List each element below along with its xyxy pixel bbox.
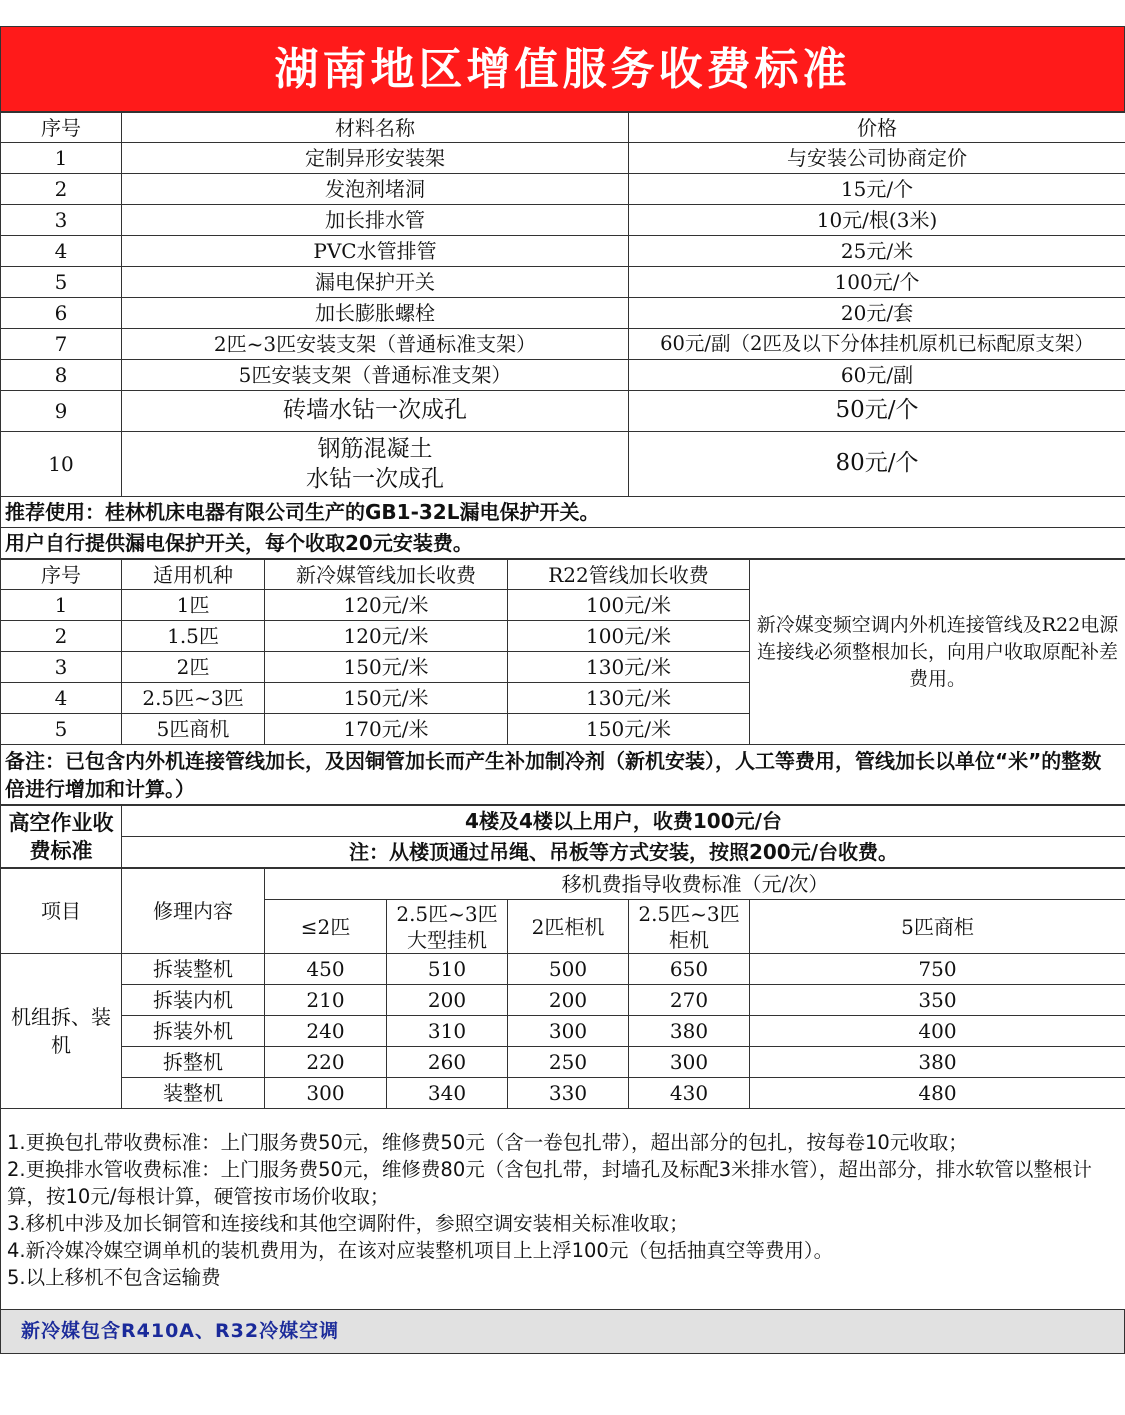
row-number: 1 xyxy=(1,590,122,621)
price-cell: 500 xyxy=(508,954,629,985)
r22-fee: 130元/米 xyxy=(508,683,750,714)
high-altitude-label: 高空作业收费标准 xyxy=(1,806,122,868)
new-refrigerant-fee: 120元/米 xyxy=(265,621,508,652)
table-row xyxy=(1,205,1125,236)
high-altitude-fee: 4楼及4楼以上用户，收费100元/台 xyxy=(122,806,1125,837)
self-supply-note: 用户自行提供漏电保护开关，每个收取20元安装费。 xyxy=(1,528,1125,559)
machine-type: 2匹 xyxy=(122,652,265,683)
row-number: 10 xyxy=(1,432,122,497)
materials-table xyxy=(0,112,1125,559)
material-name: PVC水管排管 xyxy=(122,236,629,267)
new-refrigerant-fee: 120元/米 xyxy=(265,590,508,621)
repair-content: 拆装内机 xyxy=(122,985,265,1016)
relocation-group-header: 移机费指导收费标准（元/次） xyxy=(265,869,1125,900)
row-number: 4 xyxy=(1,236,122,267)
price-cell: 200 xyxy=(387,985,508,1016)
repair-content: 拆整机 xyxy=(122,1047,265,1078)
r22-fee: 100元/米 xyxy=(508,621,750,652)
column-header: 5匹商柜 xyxy=(750,900,1125,954)
material-price: 与安装公司协商定价 xyxy=(629,143,1125,174)
row-number: 7 xyxy=(1,329,122,360)
price-cell: 310 xyxy=(387,1016,508,1047)
machine-type: 1匹 xyxy=(122,590,265,621)
material-price: 60元/副（2匹及以下分体挂机原机已标配原支架） xyxy=(629,329,1125,360)
repair-content: 拆装外机 xyxy=(122,1016,265,1047)
pipe-side-note: 新冷媒变频空调内外机连接管线及R22电源连接线必须整根加长，向用户收取原配补差费用。 xyxy=(750,560,1125,745)
table-row xyxy=(1,1016,1125,1047)
row-number: 2 xyxy=(1,621,122,652)
price-sheet xyxy=(0,26,1125,1354)
r22-fee: 100元/米 xyxy=(508,590,750,621)
material-name: 砖墙水钻一次成孔 xyxy=(122,391,629,432)
price-cell: 350 xyxy=(750,985,1125,1016)
row-number: 1 xyxy=(1,143,122,174)
price-cell: 200 xyxy=(508,985,629,1016)
price-cell: 380 xyxy=(750,1047,1125,1078)
material-price: 100元/个 xyxy=(629,267,1125,298)
row-group-label: 机组拆、装机 xyxy=(1,954,122,1109)
row-number: 6 xyxy=(1,298,122,329)
price-cell: 220 xyxy=(265,1047,387,1078)
material-name xyxy=(122,432,629,497)
rule-item: 3.移机中涉及加长铜管和连接线和其他空调附件，参照空调安装相关标准收取； xyxy=(7,1212,689,1235)
column-header: R22管线加长收费 xyxy=(508,560,750,590)
material-price: 15元/个 xyxy=(629,174,1125,205)
table-header-row xyxy=(1,113,1125,143)
r22-fee: 130元/米 xyxy=(508,652,750,683)
table-row xyxy=(1,329,1125,360)
price-cell: 510 xyxy=(387,954,508,985)
material-name: 2匹~3匹安装支架（普通标准支架） xyxy=(122,329,629,360)
column-header: 2匹柜机 xyxy=(508,900,629,954)
price-cell: 480 xyxy=(750,1078,1125,1109)
price-cell: 260 xyxy=(387,1047,508,1078)
table-row xyxy=(1,143,1125,174)
table-row xyxy=(1,236,1125,267)
row-number: 5 xyxy=(1,714,122,745)
column-header: 价格 xyxy=(629,113,1125,143)
price-cell: 240 xyxy=(265,1016,387,1047)
machine-type: 5匹商机 xyxy=(122,714,265,745)
column-header: 2.5匹~3匹大型挂机 xyxy=(387,900,508,954)
price-cell: 300 xyxy=(629,1047,750,1078)
table-row xyxy=(1,298,1125,329)
material-price: 80元/个 xyxy=(629,432,1125,497)
column-header: 材料名称 xyxy=(122,113,629,143)
rule-item: 2.更换排水管收费标准：上门服务费50元，维修费80元（含包扎带，封墙孔及标配3米排水管），超出部分，排水软管以整根计算，按10元/每根计算，硬管按市场价收取； xyxy=(7,1158,1092,1208)
table-row xyxy=(1,174,1125,205)
pipe-extension-table xyxy=(0,559,1125,805)
table-row xyxy=(1,391,1125,432)
high-altitude-table xyxy=(0,805,1125,868)
price-cell: 300 xyxy=(265,1078,387,1109)
table-row xyxy=(1,267,1125,298)
table-row xyxy=(1,1078,1125,1109)
price-cell: 270 xyxy=(629,985,750,1016)
column-header-content: 修理内容 xyxy=(122,869,265,954)
row-number: 2 xyxy=(1,174,122,205)
row-number: 3 xyxy=(1,205,122,236)
column-header: 序号 xyxy=(1,113,122,143)
table-row xyxy=(1,954,1125,985)
row-number: 8 xyxy=(1,360,122,391)
table-row xyxy=(1,360,1125,391)
table-row xyxy=(1,432,1125,497)
price-cell: 380 xyxy=(629,1016,750,1047)
material-name: 加长排水管 xyxy=(122,205,629,236)
material-name: 定制异形安装架 xyxy=(122,143,629,174)
price-cell: 400 xyxy=(750,1016,1125,1047)
rules-section xyxy=(1,1109,1125,1310)
row-number: 4 xyxy=(1,683,122,714)
material-price: 60元/副 xyxy=(629,360,1125,391)
table-row xyxy=(1,985,1125,1016)
price-cell: 450 xyxy=(265,954,387,985)
machine-type: 1.5匹 xyxy=(122,621,265,652)
page-title: 湖南地区增值服务收费标准 xyxy=(0,26,1125,112)
table-row xyxy=(1,1047,1125,1078)
material-name-line: 水钻一次成孔 xyxy=(306,466,444,492)
recommendation-note: 推荐使用：桂林机床电器有限公司生产的GB1-32L漏电保护开关。 xyxy=(1,497,1125,528)
rule-item: 1.更换包扎带收费标准：上门服务费50元，维修费50元（含一卷包扎带），超出部分的包扎，按每卷10元收取； xyxy=(7,1131,968,1154)
material-name-line: 钢筋混凝土 xyxy=(317,436,433,462)
row-number: 3 xyxy=(1,652,122,683)
column-header: ≤2匹 xyxy=(265,900,387,954)
material-price: 25元/米 xyxy=(629,236,1125,267)
pipe-remark: 备注：已包含内外机连接管线加长，及因铜管加长而产生补加制冷剂（新机安装），人工等费用，管线加长以单位“米”的整数倍进行增加和计算。） xyxy=(1,745,1125,805)
row-number: 5 xyxy=(1,267,122,298)
material-name: 5匹安装支架（普通标准支架） xyxy=(122,360,629,391)
price-cell: 300 xyxy=(508,1016,629,1047)
column-header: 2.5匹~3匹柜机 xyxy=(629,900,750,954)
price-cell: 210 xyxy=(265,985,387,1016)
price-cell: 430 xyxy=(629,1078,750,1109)
r22-fee: 150元/米 xyxy=(508,714,750,745)
column-header-item: 项目 xyxy=(1,869,122,954)
price-cell: 650 xyxy=(629,954,750,985)
price-cell: 250 xyxy=(508,1047,629,1078)
column-header: 适用机种 xyxy=(122,560,265,590)
repair-content: 拆装整机 xyxy=(122,954,265,985)
rule-item: 5.以上移机不包含运输费 xyxy=(7,1266,221,1289)
material-name: 漏电保护开关 xyxy=(122,267,629,298)
table-header-row xyxy=(1,560,1125,590)
relocation-table xyxy=(0,868,1125,1310)
new-refrigerant-fee: 150元/米 xyxy=(265,652,508,683)
material-price: 10元/根(3米) xyxy=(629,205,1125,236)
rule-item: 4.新冷媒冷媒空调单机的装机费用为，在该对应装整机项目上上浮100元（包括抽真空等费用）。 xyxy=(7,1239,834,1262)
repair-content: 装整机 xyxy=(122,1078,265,1109)
new-refrigerant-fee: 150元/米 xyxy=(265,683,508,714)
material-name: 发泡剂堵洞 xyxy=(122,174,629,205)
material-name: 加长膨胀螺栓 xyxy=(122,298,629,329)
new-refrigerant-fee: 170元/米 xyxy=(265,714,508,745)
column-header: 新冷媒管线加长收费 xyxy=(265,560,508,590)
machine-type: 2.5匹~3匹 xyxy=(122,683,265,714)
high-altitude-note: 注：从楼顶通过吊绳、吊板等方式安装，按照200元/台收费。 xyxy=(122,837,1125,868)
material-price: 50元/个 xyxy=(629,391,1125,432)
row-number: 9 xyxy=(1,391,122,432)
price-cell: 750 xyxy=(750,954,1125,985)
price-cell: 340 xyxy=(387,1078,508,1109)
column-header: 序号 xyxy=(1,560,122,590)
price-cell: 330 xyxy=(508,1078,629,1109)
footer-note: 新冷媒包含R410A、R32冷媒空调 xyxy=(0,1310,1125,1354)
material-price: 20元/套 xyxy=(629,298,1125,329)
